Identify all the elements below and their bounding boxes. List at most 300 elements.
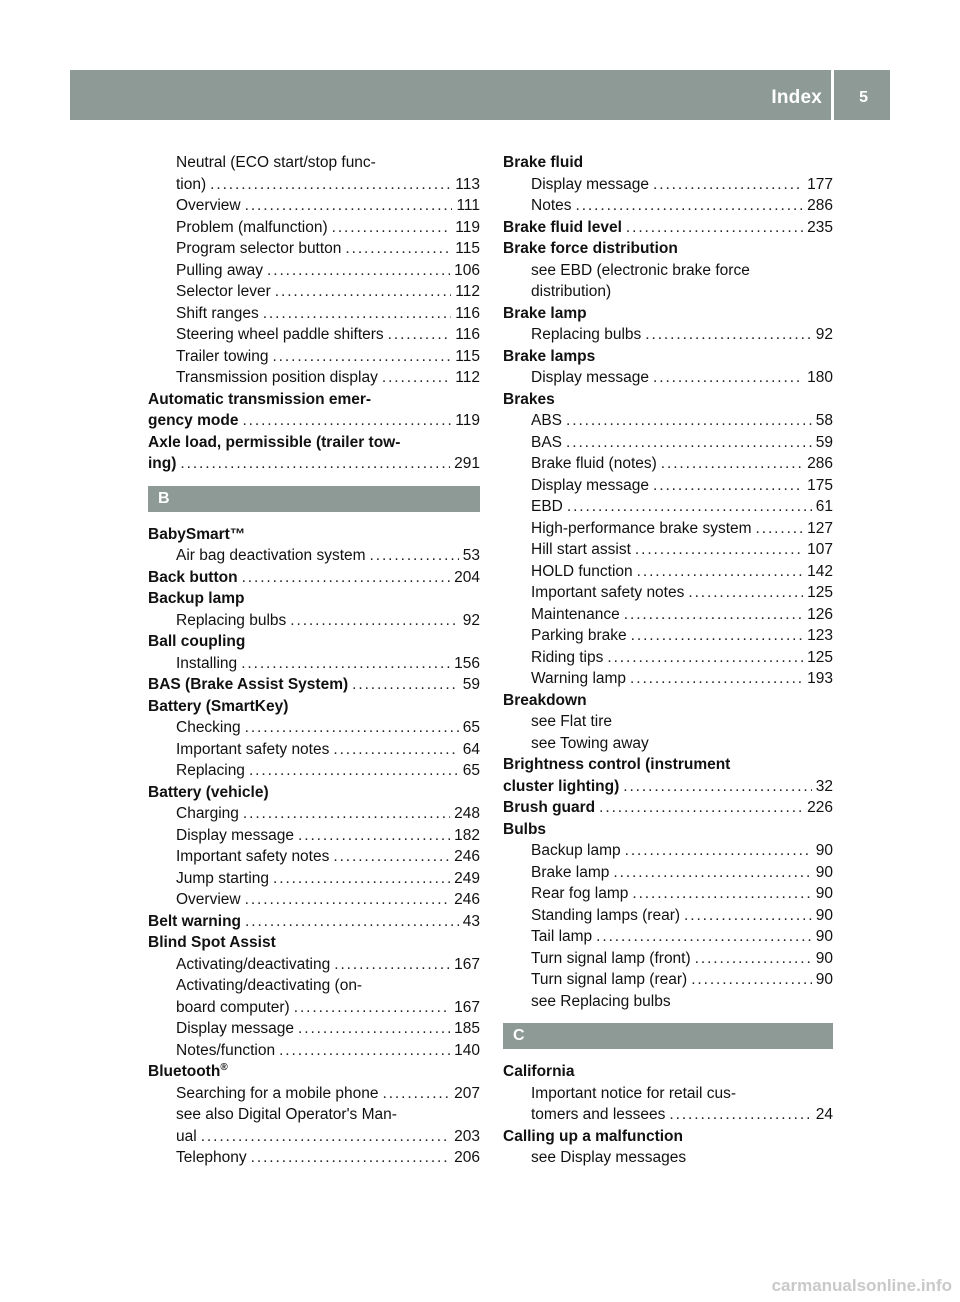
index-entry — [503, 690, 833, 712]
entry-label: Display message — [176, 826, 295, 844]
index-letter-heading: C — [503, 1023, 833, 1049]
entry-label: see also Digital Operator's Man- — [176, 1106, 397, 1123]
entry-text — [148, 696, 288, 718]
leader-dots — [566, 432, 812, 454]
index-subentry — [503, 281, 833, 303]
page-reference[interactable]: 127 — [807, 519, 833, 537]
index-entry[interactable] — [503, 217, 833, 239]
entry-text — [148, 389, 371, 411]
page-reference[interactable]: 246 — [454, 891, 480, 908]
entry-text — [176, 803, 239, 825]
entry-text — [176, 760, 245, 782]
index-entry[interactable] — [148, 911, 480, 933]
page-reference[interactable]: 32 — [815, 777, 833, 795]
entry-text — [176, 174, 206, 196]
entry-label: Bulbs — [503, 820, 547, 838]
index-subentry[interactable] — [148, 997, 480, 1019]
index-subentry[interactable] — [503, 475, 833, 497]
page-reference[interactable]: 116 — [455, 304, 480, 322]
entry-label: Battery (SmartKey) — [148, 697, 289, 715]
index-entry — [148, 432, 480, 454]
index-entry[interactable] — [148, 410, 480, 432]
entry-label: ual — [176, 1127, 197, 1145]
index-subentry — [503, 1147, 833, 1169]
index-subentry[interactable] — [148, 1040, 480, 1062]
entry-label: tomers and lessees — [531, 1106, 666, 1123]
entry-label: see Display messages — [531, 1149, 687, 1166]
entry-label: ABS — [531, 412, 563, 429]
entry-label: Trailer towing — [176, 347, 269, 365]
leader-dots — [688, 582, 803, 604]
page-reference[interactable]: 204 — [454, 568, 480, 586]
index-subentry[interactable] — [148, 1126, 480, 1148]
entry-label: Neutral (ECO start/stop func- — [176, 154, 376, 171]
index-subentry[interactable] — [148, 1083, 480, 1105]
index-subentry — [503, 991, 833, 1013]
leader-dots — [596, 926, 812, 948]
entry-label: Parking brake — [531, 627, 627, 644]
entry-text — [148, 588, 244, 610]
index-subentry[interactable] — [148, 1018, 480, 1040]
index-entry — [503, 389, 833, 411]
page-reference[interactable]: 58 — [815, 412, 833, 429]
index-subentry[interactable] — [503, 625, 833, 647]
index-entry[interactable] — [503, 797, 833, 819]
index-subentry[interactable] — [503, 174, 833, 196]
leader-dots — [645, 324, 811, 346]
entry-text — [531, 410, 562, 432]
entry-text — [503, 303, 587, 325]
leader-dots — [653, 475, 803, 497]
entry-label: Charging — [176, 805, 239, 822]
index-subentry[interactable] — [503, 883, 833, 905]
leader-dots — [632, 883, 811, 905]
page-reference[interactable]: 207 — [454, 1084, 480, 1102]
entry-text — [176, 152, 376, 174]
index-entry — [148, 932, 480, 954]
index-entry — [148, 631, 480, 653]
entry-label: Maintenance — [531, 605, 620, 623]
index-subentry[interactable] — [503, 926, 833, 948]
entry-label: Jump starting — [176, 869, 270, 887]
entry-label: Display message — [531, 476, 650, 494]
index-subentry[interactable] — [148, 303, 480, 325]
entry-text — [531, 174, 649, 196]
entry-label: Back button — [148, 568, 238, 586]
entry-text — [176, 238, 341, 260]
entry-text — [176, 717, 241, 739]
page-reference[interactable]: 92 — [815, 326, 833, 343]
entry-label: Replacing — [176, 762, 245, 779]
entry-label: Brake lamp — [531, 863, 610, 881]
index-subentry[interactable] — [148, 610, 480, 632]
leader-dots — [653, 174, 803, 196]
leader-dots — [332, 217, 452, 239]
page-reference[interactable]: 111 — [456, 197, 480, 214]
entry-text — [176, 346, 268, 368]
entry-label: Selector lever — [176, 283, 271, 300]
entry-label: Overview — [176, 891, 241, 908]
entry-text — [531, 604, 620, 626]
page-reference[interactable]: 142 — [807, 562, 833, 580]
index-column-left — [148, 152, 480, 1169]
entry-label: Activating/deactivating — [176, 955, 331, 973]
page-reference[interactable]: 53 — [462, 547, 480, 564]
entry-label: Telephony — [176, 1149, 247, 1166]
index-subentry[interactable] — [503, 561, 833, 583]
entry-text — [531, 711, 612, 733]
page-reference[interactable]: 115 — [455, 240, 480, 257]
entry-label: Brake fluid (notes) — [531, 455, 657, 472]
page-reference[interactable]: 24 — [815, 1106, 833, 1123]
entry-text — [503, 776, 619, 798]
entry-text — [531, 668, 626, 690]
index-subentry — [503, 711, 833, 733]
page-reference[interactable]: 203 — [454, 1127, 480, 1145]
index-subentry[interactable] — [503, 410, 833, 432]
index-entry — [503, 1061, 833, 1083]
index-subentry[interactable] — [148, 217, 480, 239]
index-subentry[interactable] — [148, 260, 480, 282]
page-reference[interactable]: 125 — [807, 648, 833, 666]
entry-label: Rear fog lamp — [531, 885, 629, 902]
entry-label: Battery (vehicle) — [148, 783, 269, 801]
entry-text — [176, 610, 286, 632]
leader-dots — [333, 846, 450, 868]
page-reference[interactable]: 167 — [454, 955, 480, 973]
page-reference[interactable]: 175 — [807, 476, 833, 494]
entry-label: Important safety notes — [176, 740, 330, 758]
leader-dots — [383, 1083, 451, 1105]
index-subentry[interactable] — [503, 840, 833, 862]
entry-label: Display message — [531, 369, 650, 386]
page-reference[interactable]: 182 — [454, 826, 480, 844]
index-subentry[interactable] — [503, 905, 833, 927]
entry-text — [176, 1040, 275, 1062]
entry-text — [531, 948, 691, 970]
entry-text — [531, 1147, 686, 1169]
page-reference[interactable]: 140 — [454, 1041, 480, 1059]
index-subentry[interactable] — [148, 868, 480, 890]
entry-text — [531, 475, 649, 497]
index-subentry[interactable] — [503, 496, 833, 518]
entry-text — [176, 367, 378, 389]
page-reference[interactable]: 113 — [455, 175, 480, 193]
entry-label: Turn signal lamp (rear) — [531, 971, 688, 988]
leader-dots — [626, 217, 803, 239]
leader-dots — [352, 674, 459, 696]
index-subentry[interactable] — [503, 453, 833, 475]
entry-label: Breakdown — [503, 691, 587, 709]
leader-dots — [599, 797, 803, 819]
index-subentry[interactable] — [148, 281, 480, 303]
index-subentry[interactable] — [503, 668, 833, 690]
index-subentry — [503, 733, 833, 755]
page-reference[interactable]: 90 — [815, 885, 833, 902]
page-reference[interactable]: 206 — [454, 1149, 480, 1166]
entry-label: Searching for a mobile phone — [176, 1084, 379, 1102]
page-reference[interactable]: 65 — [462, 719, 480, 736]
index-entry[interactable] — [148, 453, 480, 475]
index-subentry[interactable] — [148, 1147, 480, 1169]
index-subentry[interactable] — [148, 545, 480, 567]
index-subentry[interactable] — [503, 582, 833, 604]
entry-label: Overview — [176, 197, 241, 214]
page-reference[interactable]: 235 — [807, 218, 833, 236]
entry-text — [176, 1147, 247, 1169]
entry-text — [176, 889, 241, 911]
index-entry — [503, 152, 833, 174]
page-reference[interactable]: 59 — [815, 433, 833, 451]
index-subentry[interactable] — [148, 195, 480, 217]
page-reference[interactable]: 248 — [454, 805, 480, 822]
entry-label: Display message — [176, 1020, 295, 1037]
entry-label: Display message — [531, 175, 650, 193]
page-reference[interactable]: 112 — [455, 369, 480, 386]
leader-dots — [294, 997, 450, 1019]
index-subentry[interactable] — [503, 1104, 833, 1126]
leader-dots — [630, 668, 803, 690]
leader-dots — [382, 367, 451, 389]
entry-label: see EBD (electronic brake force — [531, 261, 750, 279]
entry-label: BabySmart™ — [148, 525, 246, 543]
entry-label: Transmission position display — [176, 369, 378, 386]
page-reference[interactable]: 185 — [454, 1020, 480, 1037]
page-reference[interactable]: 193 — [807, 670, 833, 687]
index-subentry[interactable] — [148, 174, 480, 196]
leader-dots — [263, 303, 452, 325]
page-reference[interactable]: 180 — [807, 369, 833, 386]
page-reference[interactable]: 156 — [454, 654, 480, 672]
page-reference[interactable]: 291 — [454, 455, 480, 472]
index-subentry[interactable] — [148, 324, 480, 346]
index-entry[interactable] — [148, 567, 480, 589]
entry-text — [176, 260, 263, 282]
entry-text — [176, 739, 329, 761]
index-subentry[interactable] — [503, 604, 833, 626]
entry-text — [531, 518, 752, 540]
page-reference[interactable]: 64 — [462, 740, 480, 758]
index-entry[interactable] — [148, 674, 480, 696]
page-reference[interactable]: 92 — [462, 611, 480, 629]
page-reference[interactable]: 123 — [807, 627, 833, 644]
page-reference[interactable]: 167 — [454, 998, 480, 1016]
entry-text — [176, 954, 330, 976]
entry-text — [176, 281, 271, 303]
leader-dots — [298, 825, 450, 847]
entry-label: Bluetooth — [148, 1063, 221, 1080]
page-reference[interactable]: 115 — [455, 347, 480, 365]
index-subentry[interactable] — [503, 432, 833, 454]
entry-text — [148, 453, 176, 475]
index-subentry[interactable] — [503, 969, 833, 991]
index-subentry[interactable] — [148, 367, 480, 389]
index-subentry[interactable] — [503, 518, 833, 540]
entry-label: gency mode — [148, 412, 239, 429]
entry-text — [531, 647, 603, 669]
leader-dots — [624, 604, 803, 626]
entry-label: Riding tips — [531, 648, 604, 666]
entry-label: Replacing bulbs — [531, 326, 642, 343]
page-reference[interactable]: 107 — [807, 541, 833, 558]
page-reference[interactable]: 286 — [807, 197, 833, 214]
entry-text — [531, 883, 628, 905]
index-subentry[interactable] — [503, 647, 833, 669]
leader-dots — [298, 1018, 450, 1040]
entry-label: Backup lamp — [148, 590, 245, 607]
index-subentry[interactable] — [503, 862, 833, 884]
entry-label: Brightness control (instrument — [503, 756, 731, 773]
index-subentry[interactable] — [503, 195, 833, 217]
page-reference[interactable]: 226 — [807, 799, 833, 816]
page-reference[interactable]: 246 — [454, 848, 480, 865]
index-subentry[interactable] — [148, 954, 480, 976]
page-reference[interactable]: 90 — [815, 949, 833, 967]
index-subentry[interactable] — [148, 346, 480, 368]
index-entry — [148, 1061, 480, 1083]
entry-text — [176, 217, 328, 239]
page-reference[interactable]: 119 — [455, 412, 480, 429]
page-reference[interactable]: 90 — [815, 906, 833, 924]
leader-dots — [576, 195, 804, 217]
page-reference[interactable]: 59 — [462, 676, 480, 693]
index-entry — [148, 782, 480, 804]
index-entry — [503, 346, 833, 368]
index-subentry[interactable] — [148, 803, 480, 825]
page-reference[interactable]: 90 — [815, 842, 833, 859]
index-entry — [503, 238, 833, 260]
leader-dots — [272, 346, 451, 368]
entry-text — [148, 782, 269, 804]
entry-label: Replacing bulbs — [176, 611, 287, 629]
leader-dots — [242, 410, 451, 432]
page-reference[interactable]: 112 — [455, 283, 480, 300]
index-column-right — [503, 152, 833, 1169]
index-subentry[interactable] — [148, 889, 480, 911]
page-section-title: Index — [771, 87, 822, 108]
entry-text — [176, 825, 294, 847]
leader-dots — [637, 561, 803, 583]
leader-dots — [345, 238, 451, 260]
index-subentry[interactable] — [148, 846, 480, 868]
page-reference[interactable]: 106 — [454, 261, 480, 279]
entry-label: see Towing away — [531, 734, 649, 752]
page-reference[interactable]: 286 — [807, 455, 833, 472]
page-reference[interactable]: 249 — [454, 869, 480, 887]
entry-text — [176, 545, 366, 567]
index-subentry[interactable] — [148, 717, 480, 739]
leader-dots — [279, 1040, 450, 1062]
entry-text — [531, 324, 641, 346]
entry-label: Notes — [531, 197, 572, 214]
leader-dots — [290, 610, 458, 632]
leader-dots — [370, 545, 459, 567]
page-reference[interactable]: 65 — [462, 762, 480, 779]
index-subentry[interactable] — [148, 238, 480, 260]
page-reference[interactable]: 90 — [815, 971, 833, 988]
leader-dots — [245, 717, 459, 739]
entry-text — [531, 195, 572, 217]
leader-dots — [267, 260, 450, 282]
entry-text — [148, 911, 241, 933]
leader-dots — [333, 739, 458, 761]
leader-dots — [669, 1104, 811, 1126]
entry-text — [176, 1126, 197, 1148]
entry-label: Checking — [176, 719, 241, 736]
leader-dots — [625, 840, 812, 862]
entry-label: BAS (Brake Assist System) — [148, 676, 349, 693]
index-subentry[interactable] — [148, 739, 480, 761]
index-subentry[interactable] — [503, 324, 833, 346]
index-subentry[interactable] — [503, 948, 833, 970]
entry-text — [531, 367, 649, 389]
entry-label: Turn signal lamp (front) — [531, 949, 691, 967]
page-reference[interactable]: 61 — [815, 498, 833, 515]
index-entry — [148, 524, 480, 546]
entry-label: Pulling away — [176, 261, 264, 279]
page-reference[interactable]: 119 — [455, 218, 480, 236]
page-reference[interactable]: 126 — [807, 605, 833, 623]
entry-label: Important safety notes — [176, 848, 330, 865]
entry-text — [531, 1083, 736, 1105]
leader-dots — [180, 453, 450, 475]
page-reference[interactable]: 116 — [455, 326, 480, 343]
index-subentry[interactable] — [148, 760, 480, 782]
index-entry[interactable] — [503, 776, 833, 798]
entry-text — [531, 582, 684, 604]
leader-dots — [245, 889, 451, 911]
entry-text — [503, 217, 622, 239]
entry-text — [148, 674, 348, 696]
entry-text — [531, 260, 750, 282]
entry-label: BAS — [531, 433, 563, 451]
entry-text — [531, 862, 609, 884]
entry-label: tion) — [176, 175, 207, 193]
header-divider — [831, 70, 834, 120]
page-reference[interactable]: 43 — [462, 912, 480, 930]
entry-text — [148, 410, 238, 432]
index-subentry[interactable] — [503, 367, 833, 389]
leader-dots — [607, 647, 803, 669]
entry-label: see Flat tire — [531, 713, 612, 730]
entry-label: Brush guard — [503, 799, 596, 816]
entry-label: Brake force distribution — [503, 240, 678, 257]
entry-text — [176, 1083, 379, 1105]
page-reference[interactable]: 125 — [807, 584, 833, 601]
entry-label: Hill start assist — [531, 541, 631, 558]
entry-label: Tail lamp — [531, 928, 593, 945]
entry-label: Brake fluid — [503, 154, 584, 171]
page-reference[interactable]: 90 — [815, 863, 833, 881]
index-letter-heading: B — [148, 486, 480, 512]
entry-label: Axle load, permissible (trailer tow- — [148, 433, 401, 451]
leader-dots — [251, 1147, 450, 1169]
index-subentry[interactable] — [148, 825, 480, 847]
entry-label: Blind Spot Assist — [148, 934, 276, 951]
leader-dots — [334, 954, 450, 976]
entry-label: Belt warning — [148, 912, 242, 930]
index-subentry[interactable] — [148, 653, 480, 675]
page-reference[interactable]: 90 — [815, 928, 833, 945]
entry-text — [503, 819, 546, 841]
leader-dots — [566, 410, 812, 432]
leader-dots — [388, 324, 452, 346]
entry-text — [531, 453, 657, 475]
leader-dots — [273, 868, 450, 890]
index-subentry[interactable] — [503, 539, 833, 561]
page-reference[interactable]: 177 — [807, 175, 833, 193]
leader-dots — [653, 367, 803, 389]
